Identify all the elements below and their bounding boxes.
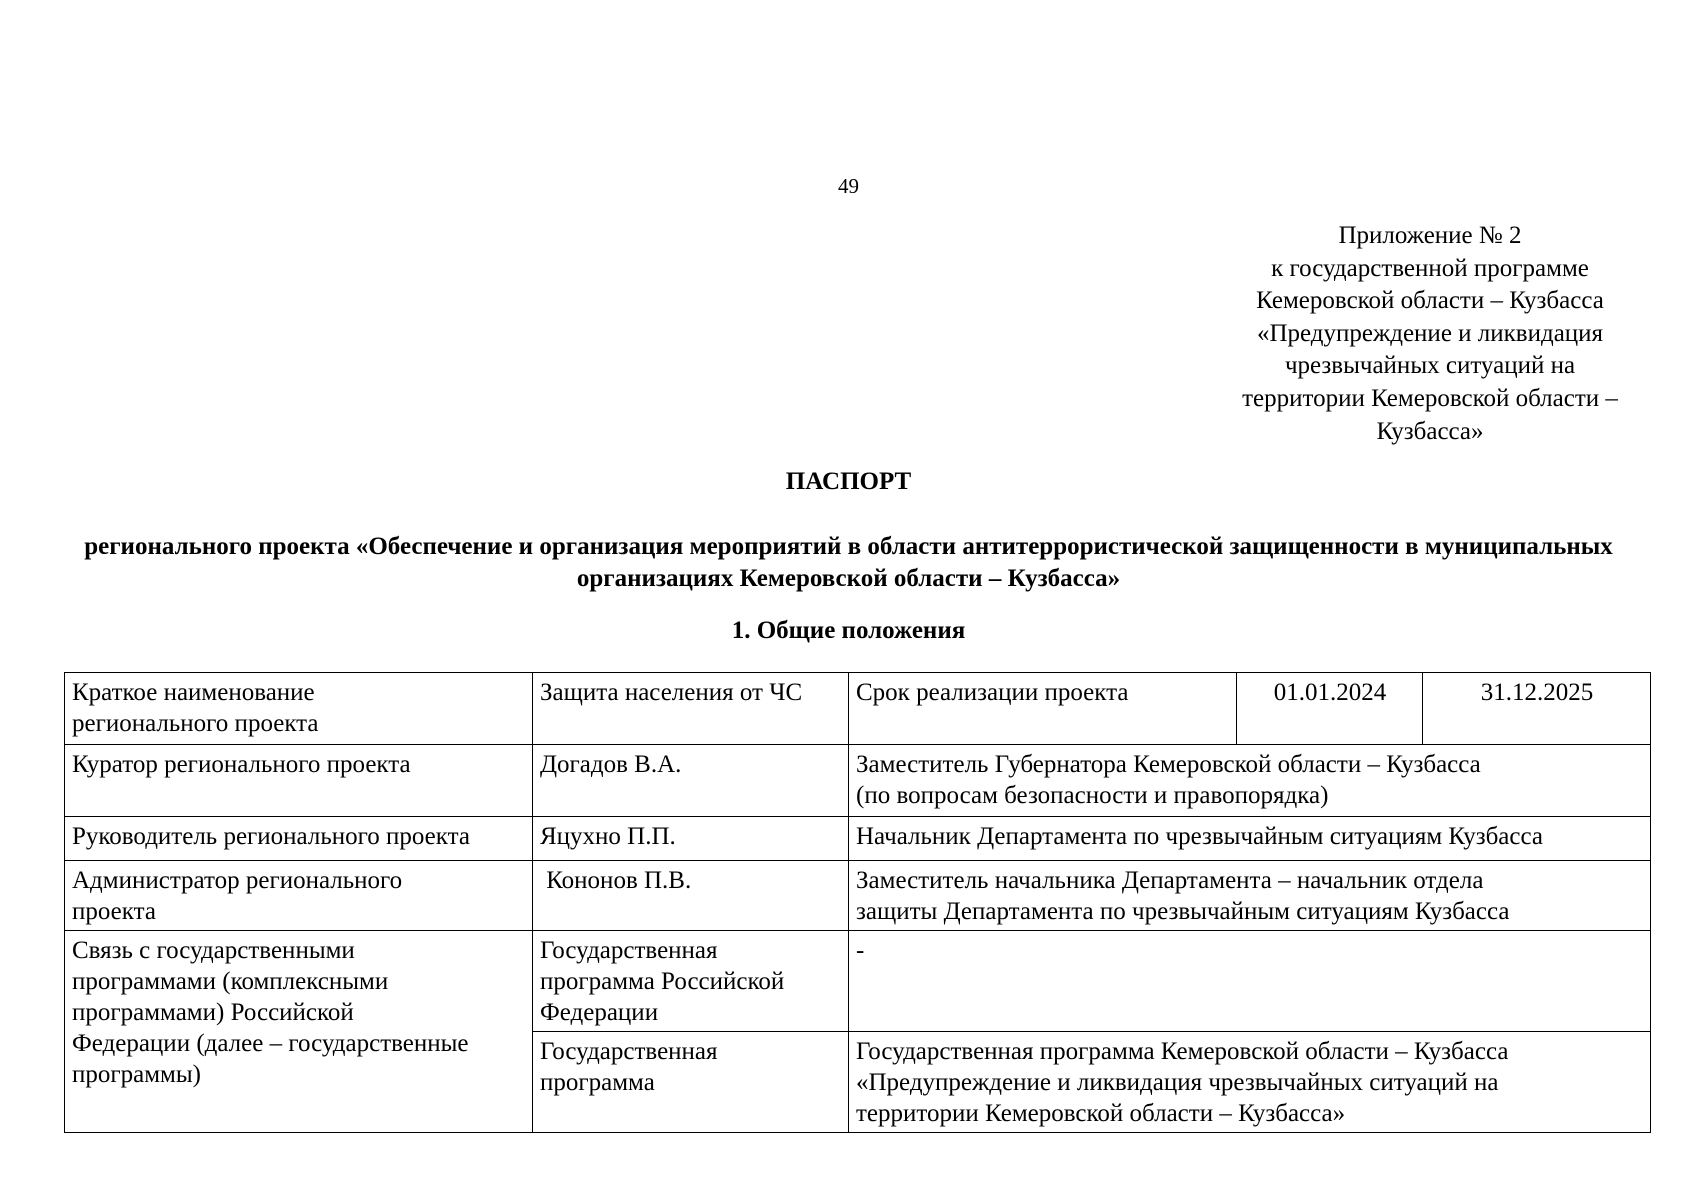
table-row	[65, 931, 1651, 1032]
table-row	[65, 861, 1651, 931]
project-short-name: Защита населения от ЧС	[533, 673, 849, 745]
appendix-line: Кемеровской области – Кузбасса	[1256, 287, 1604, 315]
curator-label: Куратор регионального проекта	[65, 745, 533, 817]
page-number: 49	[838, 174, 859, 198]
table-row	[65, 817, 1651, 861]
curator-position: Заместитель Губернатора Кемеровской области – Кузбасса (по вопросам безопасности и правопорядка)	[849, 745, 1651, 817]
start-date: 01.01.2024	[1237, 673, 1423, 745]
federal-program-value: -	[849, 931, 1651, 1032]
table-row	[65, 673, 1651, 745]
administrator-name: Кононов П.В.	[533, 861, 849, 931]
programs-link-label: Связь с государственными программами (комплексными программами) Российской Федерации (далее – государственные программы)	[65, 931, 533, 1133]
appendix-line: Приложение № 2	[1338, 222, 1522, 249]
end-date: 31.12.2025	[1423, 673, 1651, 745]
document-title: ПАСПОРТ	[785, 468, 912, 495]
appendix-line: Кузбасса»	[1376, 417, 1484, 445]
curator-name: Догадов В.А.	[533, 745, 849, 817]
head-name: Яцухно П.П.	[533, 817, 849, 861]
administrator-position: Заместитель начальника Департамента – начальник отдела защиты Департамента по чрезвычайным ситуациям Кузбасса	[849, 861, 1651, 931]
head-label: Руководитель регионального проекта	[65, 817, 533, 861]
administrator-label: Администратор регионального проекта	[65, 861, 533, 931]
section-heading: 1. Общие положения	[731, 617, 966, 644]
appendix-block	[1210, 220, 1650, 448]
appendix-line: чрезвычайных ситуаций на	[1284, 352, 1576, 380]
project-name-label: Краткое наименование регионального проекта	[65, 673, 533, 745]
head-position: Начальник Департамента по чрезвычайным ситуациям Кузбасса	[849, 817, 1651, 861]
appendix-line: к государственной программе	[1271, 254, 1589, 282]
table-row	[65, 745, 1651, 817]
passport-table	[64, 672, 1651, 1133]
appendix-line: «Предупреждение и ликвидация	[1256, 319, 1604, 347]
state-program-value: Государственная программа Кемеровской области – Кузбасса «Предупреждение и ликвидация чрезвычайных ситуаций на территории Кемеровской области – Кузбасса»	[849, 1032, 1651, 1133]
appendix-line: территории Кемеровской области –	[1242, 384, 1618, 412]
document-subtitle: регионального проекта «Обеспечение и организация мероприятий в области антитеррористической защищенности в муниципальных организациях Кемеровской области – Кузбасса»	[84, 533, 1613, 592]
state-program-type: Государственная программа	[533, 1032, 849, 1133]
federal-program-type: Государственная программа Российской Федерации	[533, 931, 849, 1032]
term-label: Срок реализации проекта	[849, 673, 1237, 745]
